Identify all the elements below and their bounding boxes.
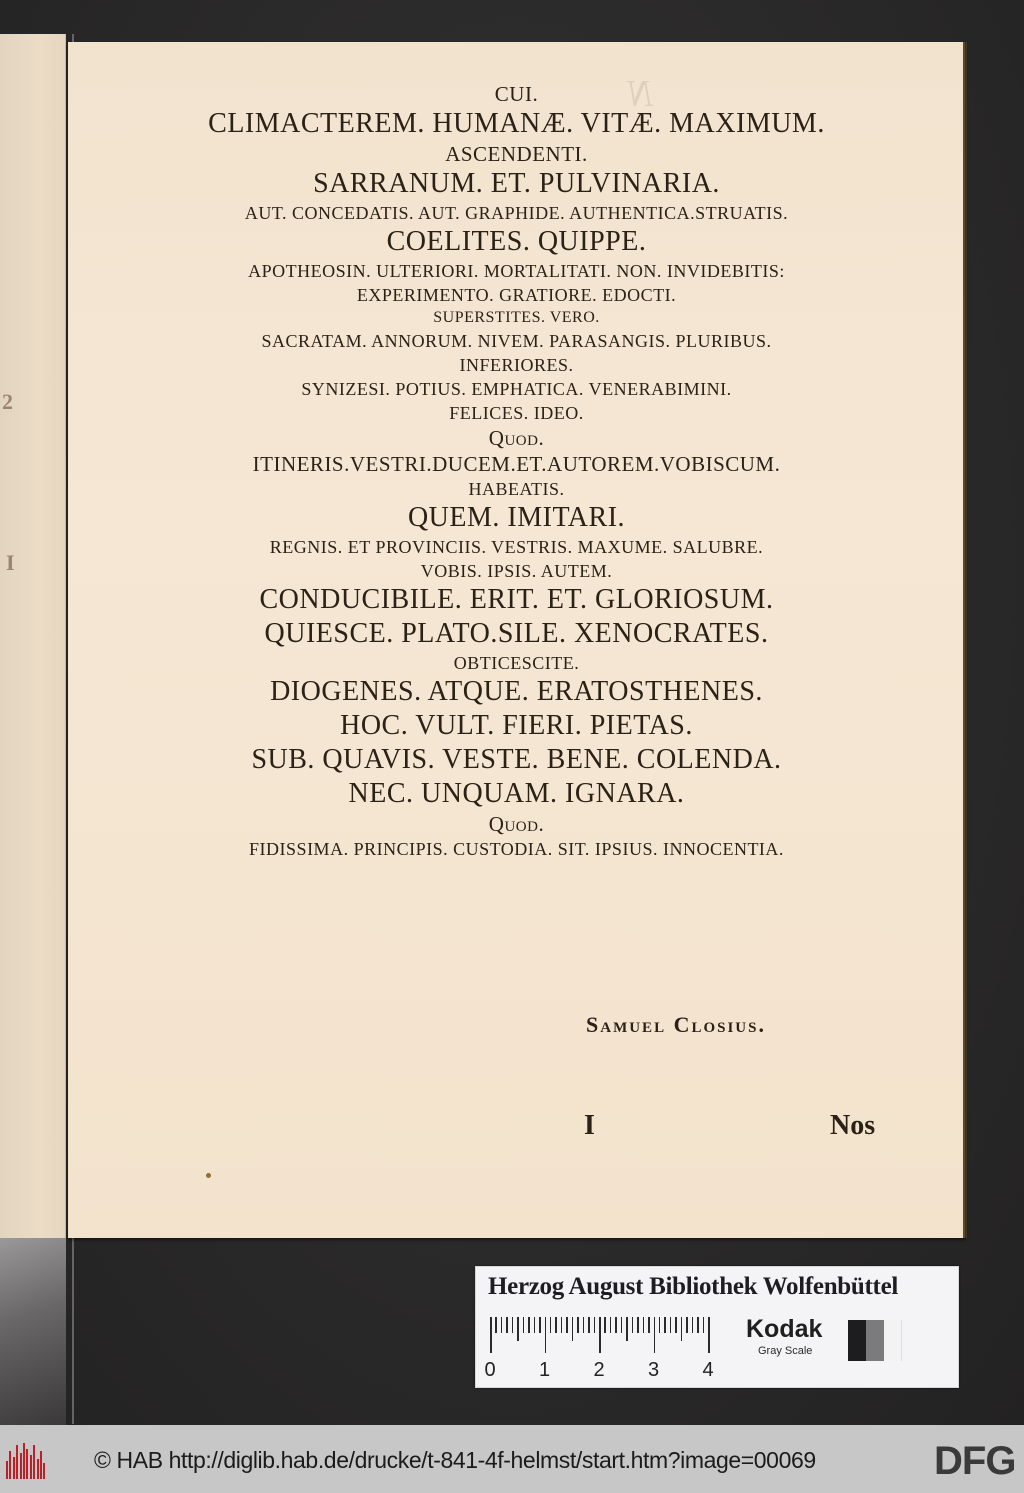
ruler-tick xyxy=(703,1317,705,1333)
ruler-tick xyxy=(539,1317,541,1333)
signature-mark: I xyxy=(584,1110,595,1141)
text-line: SACRATAM. ANNORUM. NIVEM. PARASANGIS. PLURIBUS. xyxy=(261,331,772,351)
previous-page-shadow xyxy=(0,1238,66,1425)
ruler-tick xyxy=(490,1317,492,1353)
text-line: ITINERIS.VESTRI.DUCEM.ET.AUTOREM.VOBISCUM. xyxy=(252,452,781,476)
text-line: HOC. VULT. FIERI. PIETAS. xyxy=(340,710,693,741)
bleed-through-text: N xyxy=(628,73,654,115)
text-line: REGNIS. ET PROVINCIIS. VESTRIS. MAXUME. SALUBRE. xyxy=(269,537,764,557)
ruler-tick xyxy=(577,1317,579,1333)
margin-glyph: 2 xyxy=(2,389,13,414)
margin-glyph: I xyxy=(6,550,15,575)
ruler-tick xyxy=(615,1317,617,1333)
ruler-label: 3 xyxy=(647,1359,660,1381)
ruler-tick xyxy=(681,1317,683,1341)
text-line: EXPERIMENTO. GRATIORE. EDOCTI. xyxy=(356,285,677,305)
ruler-tick xyxy=(648,1317,650,1333)
ruler-tick xyxy=(583,1317,585,1333)
ruler-tick xyxy=(637,1317,639,1333)
ruler-label: 2 xyxy=(593,1359,605,1381)
ruler-tick xyxy=(555,1317,557,1333)
text-line: CUI. xyxy=(494,82,539,106)
text-line: NEC. UNQUAM. IGNARA. xyxy=(348,778,685,809)
text-line: APOTHEOSIN. ULTERIORI. MORTALITATI. NON. INVIDEBITIS: xyxy=(248,261,785,281)
catchword: Nos xyxy=(830,1110,876,1141)
text-line: SARRANUM. ET. PULVINARIA. xyxy=(313,168,720,199)
gray-swatch-black xyxy=(848,1320,866,1361)
document-page xyxy=(68,42,965,1238)
ruler-tick xyxy=(697,1317,699,1333)
color-calibration-card xyxy=(475,1266,959,1388)
ruler-tick xyxy=(512,1317,514,1333)
ruler-tick xyxy=(692,1317,694,1333)
ruler-tick xyxy=(654,1317,656,1353)
ruler-tick xyxy=(561,1317,563,1333)
text-line: VOBIS. IPSIS. AUTEM. xyxy=(420,561,613,581)
previous-page-edge xyxy=(0,34,66,1238)
text-line: FIDISSIMA. PRINCIPIS. CUSTODIA. SIT. IPSIUS. INNOCENTIA. xyxy=(249,839,784,859)
ruler-scale xyxy=(484,1317,714,1381)
gray-swatch-mid xyxy=(866,1320,884,1361)
ruler-tick xyxy=(643,1317,645,1333)
signature: Samuel Closius. xyxy=(586,1012,766,1037)
ruler-tick xyxy=(523,1317,525,1333)
ruler-tick xyxy=(686,1317,688,1333)
text-line: CONDUCIBILE. ERIT. ET. GLORIOSUM. xyxy=(259,584,774,615)
library-name: Herzog August Bibliothek Wolfenbüttel xyxy=(488,1273,899,1300)
kodak-logo: Kodak xyxy=(746,1315,823,1343)
text-line: ASCENDENTI. xyxy=(445,142,588,166)
gray-swatch-white xyxy=(884,1320,902,1361)
ruler-tick xyxy=(545,1317,547,1353)
ruler-tick xyxy=(664,1317,666,1333)
text-line: SUPERSTITES. VERO. xyxy=(433,309,600,326)
kodak-subtitle: Gray Scale xyxy=(758,1345,813,1357)
text-line: Quod. xyxy=(488,812,545,836)
ruler-tick xyxy=(588,1317,590,1333)
text-line: AUT. CONCEDATIS. AUT. GRAPHIDE. AUTHENTICA.STRUATIS. xyxy=(244,203,789,223)
ruler-tick xyxy=(621,1317,623,1333)
ruler-label: 4 xyxy=(702,1359,714,1381)
text-line: QUIESCE. PLATO.SILE. XENOCRATES. xyxy=(264,618,769,649)
text-line: FELICES. IDEO. xyxy=(449,403,584,423)
footer-bar xyxy=(0,1425,1024,1493)
dfg-logo: DFG xyxy=(934,1439,1016,1483)
ruler-tick xyxy=(528,1317,530,1333)
ruler-tick xyxy=(599,1317,601,1353)
hab-logo-icon xyxy=(6,1443,48,1479)
ruler-tick xyxy=(610,1317,612,1333)
text-line: HABEATIS. xyxy=(468,479,565,499)
ruler-tick xyxy=(534,1317,536,1333)
ruler-tick xyxy=(675,1317,677,1333)
page-text-block xyxy=(68,84,965,864)
ruler-tick xyxy=(517,1317,519,1341)
ruler-tick xyxy=(506,1317,508,1333)
ruler-tick xyxy=(604,1317,606,1333)
ruler-label: 0 xyxy=(484,1359,496,1381)
ruler-tick xyxy=(594,1317,596,1333)
ruler-tick xyxy=(495,1317,497,1333)
text-line: CLIMACTEREM. HUMANÆ. VITÆ. MAXIMUM. xyxy=(208,108,825,139)
ruler-tick xyxy=(572,1317,574,1341)
ruler-tick xyxy=(566,1317,568,1333)
ruler-tick xyxy=(708,1317,710,1353)
ruler-tick xyxy=(501,1317,503,1333)
copyright-url[interactable]: © HAB http://diglib.hab.de/drucke/t-841-4f-helmst/start.htm?image=00069 xyxy=(94,1447,816,1473)
text-line: SYNIZESI. POTIUS. EMPHATICA. VENERABIMINI. xyxy=(301,379,732,399)
text-line: DIOGENES. ATQUE. ERATOSTHENES. xyxy=(270,676,763,707)
text-line: INFERIORES. xyxy=(459,355,574,375)
ruler-tick xyxy=(626,1317,628,1341)
ruler-tick xyxy=(550,1317,552,1333)
ink-spot xyxy=(206,1173,211,1178)
ruler-label: 1 xyxy=(538,1359,551,1381)
text-line: SUB. QUAVIS. VESTE. BENE. COLENDA. xyxy=(251,744,782,775)
text-line: QUEM. IMITARI. xyxy=(407,502,626,533)
text-line: Quod. xyxy=(488,426,545,450)
text-line: COELITES. QUIPPE. xyxy=(386,226,647,257)
ruler-tick xyxy=(632,1317,634,1333)
ruler-tick xyxy=(670,1317,672,1333)
text-line: OBTICESCITE. xyxy=(453,653,580,673)
ruler-tick xyxy=(659,1317,661,1333)
